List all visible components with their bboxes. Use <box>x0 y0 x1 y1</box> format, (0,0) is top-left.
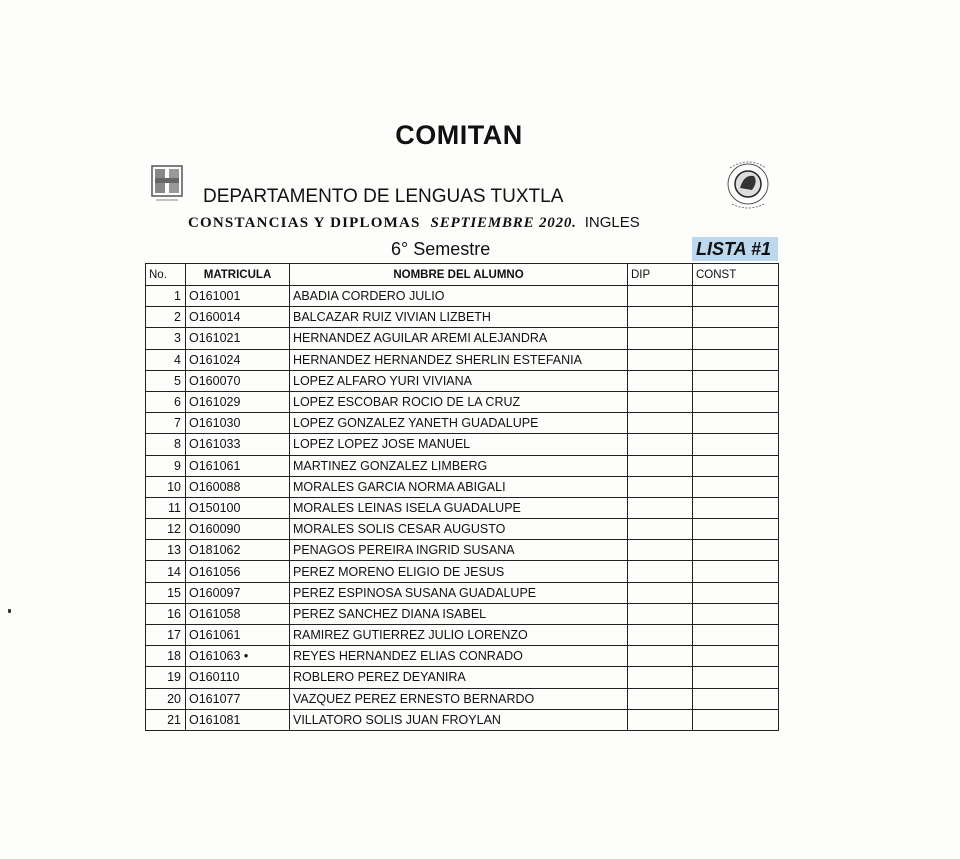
student-name-cell: VAZQUEZ PEREZ ERNESTO BERNARDO <box>290 688 628 709</box>
const-cell <box>693 455 779 476</box>
dip-cell <box>628 476 693 497</box>
document-subtitle <box>188 214 640 232</box>
row-number: 14 <box>146 561 186 582</box>
matricula-cell: O161001 <box>186 286 290 307</box>
matricula-cell: O161024 <box>186 349 290 370</box>
row-number: 17 <box>146 625 186 646</box>
row-number: 7 <box>146 413 186 434</box>
student-name-cell: HERNANDEZ HERNANDEZ SHERLIN ESTEFANIA <box>290 349 628 370</box>
student-name-cell: PENAGOS PEREIRA INGRID SUSANA <box>290 540 628 561</box>
subtitle-language: INGLES <box>584 214 640 231</box>
student-name-cell: RAMIREZ GUTIERREZ JULIO LORENZO <box>290 625 628 646</box>
student-name-cell: REYES HERNANDEZ ELIAS CONRADO <box>290 646 628 667</box>
student-name-cell: ROBLERO PEREZ DEYANIRA <box>290 667 628 688</box>
const-cell <box>693 286 779 307</box>
matricula-cell: O160090 <box>186 519 290 540</box>
table-row <box>146 497 779 518</box>
const-cell <box>693 667 779 688</box>
const-cell <box>693 646 779 667</box>
student-name-cell: LOPEZ GONZALEZ YANETH GUADALUPE <box>290 413 628 434</box>
table-row <box>146 476 779 497</box>
student-name-cell: PEREZ MORENO ELIGIO DE JESUS <box>290 561 628 582</box>
dip-cell <box>628 561 693 582</box>
const-cell <box>693 307 779 328</box>
table-row <box>146 646 779 667</box>
row-number: 6 <box>146 391 186 412</box>
matricula-cell: O161077 <box>186 688 290 709</box>
column-header-const: CONST <box>693 264 779 286</box>
row-number: 21 <box>146 709 186 730</box>
table-row <box>146 307 779 328</box>
const-cell <box>693 540 779 561</box>
matricula-cell: O161030 <box>186 413 290 434</box>
student-name-cell: LOPEZ LOPEZ JOSE MANUEL <box>290 434 628 455</box>
student-name-cell: MORALES GARCIA NORMA ABIGALI <box>290 476 628 497</box>
matricula-cell: O161056 <box>186 561 290 582</box>
student-roster-table <box>145 263 779 731</box>
row-number: 20 <box>146 688 186 709</box>
dip-cell <box>628 603 693 624</box>
column-header-nombre: NOMBRE DEL ALUMNO <box>290 264 628 286</box>
const-cell <box>693 561 779 582</box>
table-row <box>146 540 779 561</box>
matricula-cell: O161021 <box>186 328 290 349</box>
table-row <box>146 709 779 730</box>
table-row <box>146 349 779 370</box>
dip-cell <box>628 497 693 518</box>
row-number: 19 <box>146 667 186 688</box>
row-number: 5 <box>146 370 186 391</box>
const-cell <box>693 603 779 624</box>
matricula-cell: O150100 <box>186 497 290 518</box>
table-body <box>146 286 779 731</box>
dip-cell <box>628 519 693 540</box>
matricula-cell: O161081 <box>186 709 290 730</box>
matricula-cell: O161029 <box>186 391 290 412</box>
student-name-cell: MARTINEZ GONZALEZ LIMBERG <box>290 455 628 476</box>
const-cell <box>693 349 779 370</box>
student-name-cell: LOPEZ ALFARO YURI VIVIANA <box>290 370 628 391</box>
matricula-cell: O161063 • <box>186 646 290 667</box>
column-header-no: No. <box>146 264 186 286</box>
department-name: DEPARTAMENTO DE LENGUAS TUXTLA <box>203 186 564 207</box>
matricula-cell: O161058 <box>186 603 290 624</box>
dip-cell <box>628 540 693 561</box>
row-number: 9 <box>146 455 186 476</box>
page-title: COMITAN <box>395 120 523 150</box>
row-number: 4 <box>146 349 186 370</box>
row-number: 15 <box>146 582 186 603</box>
row-number: 16 <box>146 603 186 624</box>
row-number: 18 <box>146 646 186 667</box>
table-row <box>146 582 779 603</box>
semester-label: 6° Semestre <box>391 239 491 259</box>
dip-cell <box>628 370 693 391</box>
const-cell <box>693 328 779 349</box>
const-cell <box>693 625 779 646</box>
scan-speck <box>8 609 11 613</box>
const-cell <box>693 413 779 434</box>
table-row <box>146 625 779 646</box>
faculty-seal-icon <box>716 156 780 212</box>
const-cell <box>693 434 779 455</box>
table-row <box>146 561 779 582</box>
row-number: 11 <box>146 497 186 518</box>
row-number: 12 <box>146 519 186 540</box>
table-header-row <box>146 264 779 286</box>
matricula-cell: O161033 <box>186 434 290 455</box>
row-number: 1 <box>146 286 186 307</box>
dip-cell <box>628 455 693 476</box>
matricula-cell: O161061 <box>186 455 290 476</box>
university-crest-icon <box>150 164 184 204</box>
const-cell <box>693 476 779 497</box>
student-name-cell: PEREZ SANCHEZ DIANA ISABEL <box>290 603 628 624</box>
table-row <box>146 370 779 391</box>
table-row <box>146 286 779 307</box>
row-number: 10 <box>146 476 186 497</box>
student-name-cell: PEREZ ESPINOSA SUSANA GUADALUPE <box>290 582 628 603</box>
table-row <box>146 519 779 540</box>
const-cell <box>693 370 779 391</box>
table-row <box>146 434 779 455</box>
matricula-cell: O160097 <box>186 582 290 603</box>
dip-cell <box>628 328 693 349</box>
list-label: LISTA #1 <box>692 237 778 261</box>
dip-cell <box>628 646 693 667</box>
table-row <box>146 688 779 709</box>
student-name-cell: MORALES LEINAS ISELA GUADALUPE <box>290 497 628 518</box>
table-row <box>146 455 779 476</box>
const-cell <box>693 519 779 540</box>
row-number: 8 <box>146 434 186 455</box>
dip-cell <box>628 667 693 688</box>
dip-cell <box>628 625 693 646</box>
column-header-dip: DIP <box>628 264 693 286</box>
dip-cell <box>628 709 693 730</box>
matricula-cell: O181062 <box>186 540 290 561</box>
subtitle-constancias: CONSTANCIAS Y DIPLOMAS <box>188 215 421 231</box>
const-cell <box>693 582 779 603</box>
dip-cell <box>628 413 693 434</box>
matricula-cell: O160070 <box>186 370 290 391</box>
student-name-cell: LOPEZ ESCOBAR ROCIO DE LA CRUZ <box>290 391 628 412</box>
matricula-cell: O160088 <box>186 476 290 497</box>
const-cell <box>693 497 779 518</box>
dip-cell <box>628 434 693 455</box>
dip-cell <box>628 391 693 412</box>
matricula-cell: O160014 <box>186 307 290 328</box>
row-number: 3 <box>146 328 186 349</box>
const-cell <box>693 688 779 709</box>
matricula-cell: O161061 <box>186 625 290 646</box>
const-cell <box>693 709 779 730</box>
student-name-cell: HERNANDEZ AGUILAR AREMI ALEJANDRA <box>290 328 628 349</box>
student-name-cell: VILLATORO SOLIS JUAN FROYLAN <box>290 709 628 730</box>
table-row <box>146 328 779 349</box>
const-cell <box>693 391 779 412</box>
table-row <box>146 391 779 412</box>
matricula-cell: O160110 <box>186 667 290 688</box>
dip-cell <box>628 286 693 307</box>
table-row <box>146 413 779 434</box>
student-name-cell: MORALES SOLIS CESAR AUGUSTO <box>290 519 628 540</box>
student-name-cell: BALCAZAR RUIZ VIVIAN LIZBETH <box>290 307 628 328</box>
row-number: 2 <box>146 307 186 328</box>
column-header-matricula: MATRICULA <box>186 264 290 286</box>
table-row <box>146 603 779 624</box>
student-name-cell: ABADIA CORDERO JULIO <box>290 286 628 307</box>
dip-cell <box>628 582 693 603</box>
dip-cell <box>628 349 693 370</box>
dip-cell <box>628 307 693 328</box>
row-number: 13 <box>146 540 186 561</box>
dip-cell <box>628 688 693 709</box>
table-row <box>146 667 779 688</box>
subtitle-month: SEPTIEMBRE 2020. <box>430 215 577 231</box>
